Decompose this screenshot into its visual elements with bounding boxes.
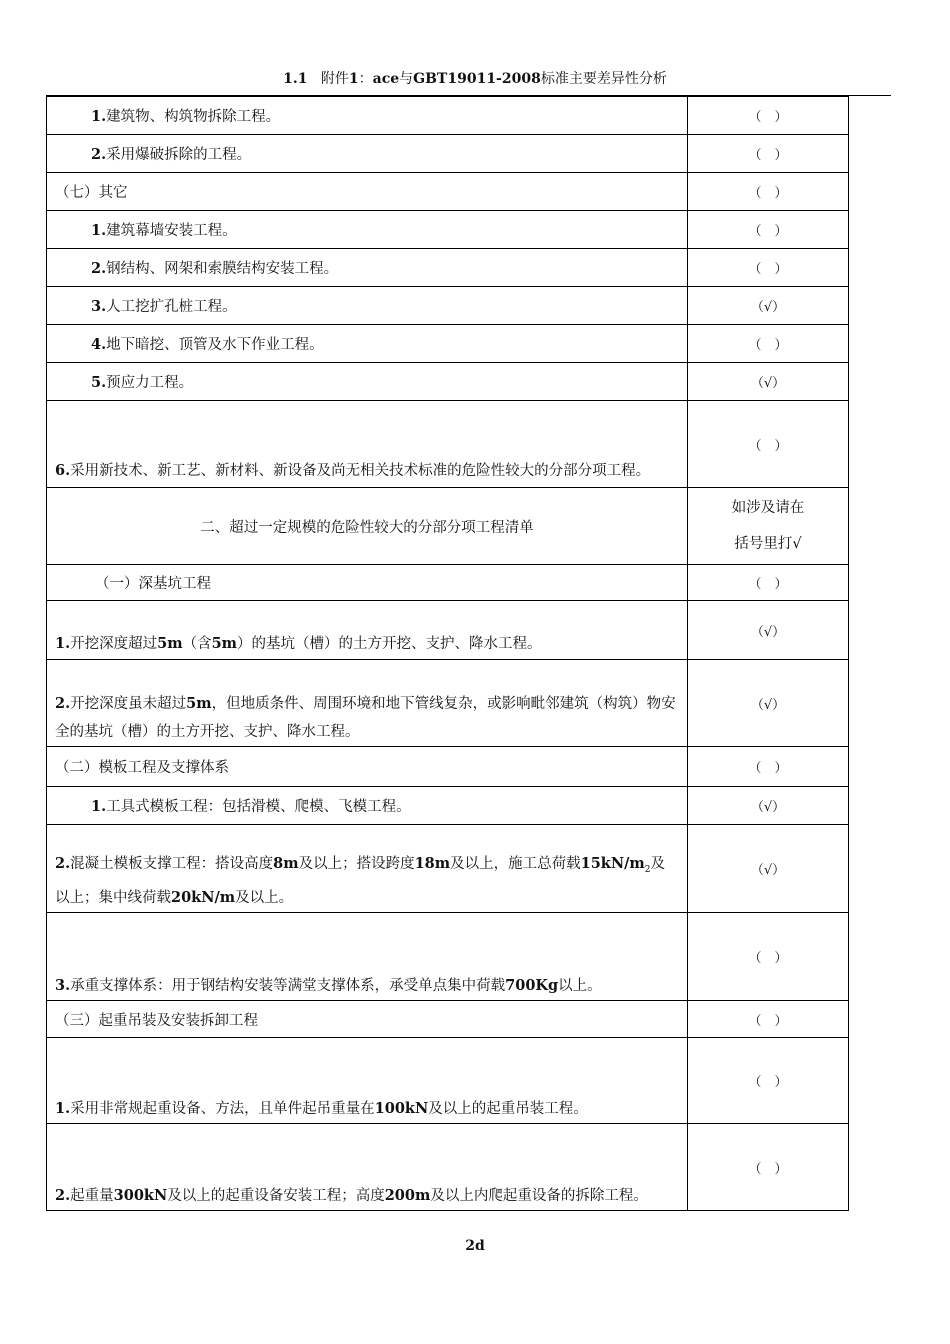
table-row (47, 401, 849, 488)
row-mark[interactable]: （ ） (688, 97, 849, 135)
table-row (47, 747, 849, 787)
table-row (47, 135, 849, 173)
header-sep: ： (358, 71, 373, 87)
table-row (47, 363, 849, 401)
table-row (47, 913, 849, 1001)
hazard-table (46, 96, 849, 1211)
row-text: 5.预应力工程。 (47, 363, 688, 401)
table-row (47, 1124, 849, 1211)
row-text: 3.人工挖扩孔桩工程。 (47, 287, 688, 325)
row-mark[interactable]: （ ） (688, 135, 849, 173)
table-row (47, 1038, 849, 1124)
row-text: 2.采用爆破拆除的工程。 (47, 135, 688, 173)
header-title: 标准主要差异性分析 (540, 71, 667, 87)
header-prefix: 附件 (320, 71, 349, 87)
header-num2: 1 (348, 71, 359, 87)
table-row (47, 488, 849, 565)
row-mark[interactable]: （ ） (688, 747, 849, 787)
row-text: 2.起重量300kN及以上的起重设备安装工程；高度200m及以上内爬起重设备的拆除工程。 (47, 1124, 688, 1211)
header-number: 1.1 (283, 71, 308, 87)
row-mark[interactable]: （√） (688, 363, 849, 401)
table-row (47, 601, 849, 660)
row-mark[interactable]: （ ） (688, 211, 849, 249)
table-row (47, 660, 849, 747)
table-row (47, 787, 849, 825)
table-row (47, 825, 849, 913)
row-text: 2.钢结构、网架和索膜结构安装工程。 (47, 249, 688, 287)
row-mark[interactable]: （√） (688, 287, 849, 325)
row-text: 2.混凝土模板支撑工程：搭设高度8m及以上；搭设跨度18m及以上，施工总荷载$15kN/m_2$及以上；集中线荷载20kN/m及以上。 (47, 825, 688, 913)
table-row (47, 565, 849, 601)
row-text: 1.采用非常规起重设备、方法，且单件起吊重量在100kN及以上的起重吊装工程。 (47, 1038, 688, 1124)
section-heading: （三）起重吊装及安装拆卸工程 (47, 1001, 688, 1038)
row-text: 3.承重支撑体系：用于钢结构安装等满堂支撑体系，承受单点集中荷载700Kg以上。 (47, 913, 688, 1001)
row-mark[interactable]: （√） (688, 660, 849, 747)
mark-column-header: 如涉及请在 括号里打√ (688, 488, 849, 565)
row-mark[interactable]: （ ） (688, 1001, 849, 1038)
row-mark[interactable]: （√） (688, 601, 849, 660)
table-row (47, 249, 849, 287)
row-mark[interactable]: （ ） (688, 173, 849, 211)
header-standard: GBT19011-2008 (413, 71, 541, 87)
row-mark[interactable]: （√） (688, 787, 849, 825)
table-row (47, 211, 849, 249)
table-row (47, 97, 849, 135)
row-mark[interactable]: （ ） (688, 913, 849, 1001)
row-mark[interactable]: （ ） (688, 401, 849, 488)
row-mark[interactable]: （√） (688, 825, 849, 913)
row-text: 6.采用新技术、新工艺、新材料、新设备及尚无相关技术标准的危险性较大的分部分项工程。 (47, 401, 688, 488)
table-row (47, 325, 849, 363)
header-brand: ace (372, 71, 400, 87)
row-mark[interactable]: （ ） (688, 325, 849, 363)
row-text: 1.工具式模板工程：包括滑模、爬模、飞模工程。 (47, 787, 688, 825)
row-mark[interactable]: （ ） (688, 1038, 849, 1124)
row-text: 1.建筑幕墙安装工程。 (47, 211, 688, 249)
section-heading: （一）深基坑工程 (47, 565, 688, 601)
page-header (0, 68, 950, 88)
row-text: 4.地下暗挖、顶管及水下作业工程。 (47, 325, 688, 363)
header-mid: 与 (399, 71, 414, 87)
row-text: 2.开挖深度虽未超过5m，但地质条件、周围环境和地下管线复杂，或影响毗邻建筑（构筑）物安全的基坑（槽）的土方开挖、支护、降水工程。 (47, 660, 688, 747)
row-mark[interactable]: （ ） (688, 249, 849, 287)
table-row (47, 1001, 849, 1038)
row-mark[interactable]: （ ） (688, 565, 849, 601)
table-row (47, 287, 849, 325)
page-footer: 2d (465, 1238, 485, 1254)
table-row (47, 173, 849, 211)
section-heading: （二）模板工程及支撑体系 (47, 747, 688, 787)
row-mark[interactable]: （ ） (688, 1124, 849, 1211)
section-heading: （七）其它 (47, 173, 688, 211)
row-text: 1.建筑物、构筑物拆除工程。 (47, 97, 688, 135)
row-text: 1.开挖深度超过5m（含5m）的基坑（槽）的土方开挖、支护、降水工程。 (47, 601, 688, 660)
section-title: 二、超过一定规模的危险性较大的分部分项工程清单 (47, 488, 688, 565)
